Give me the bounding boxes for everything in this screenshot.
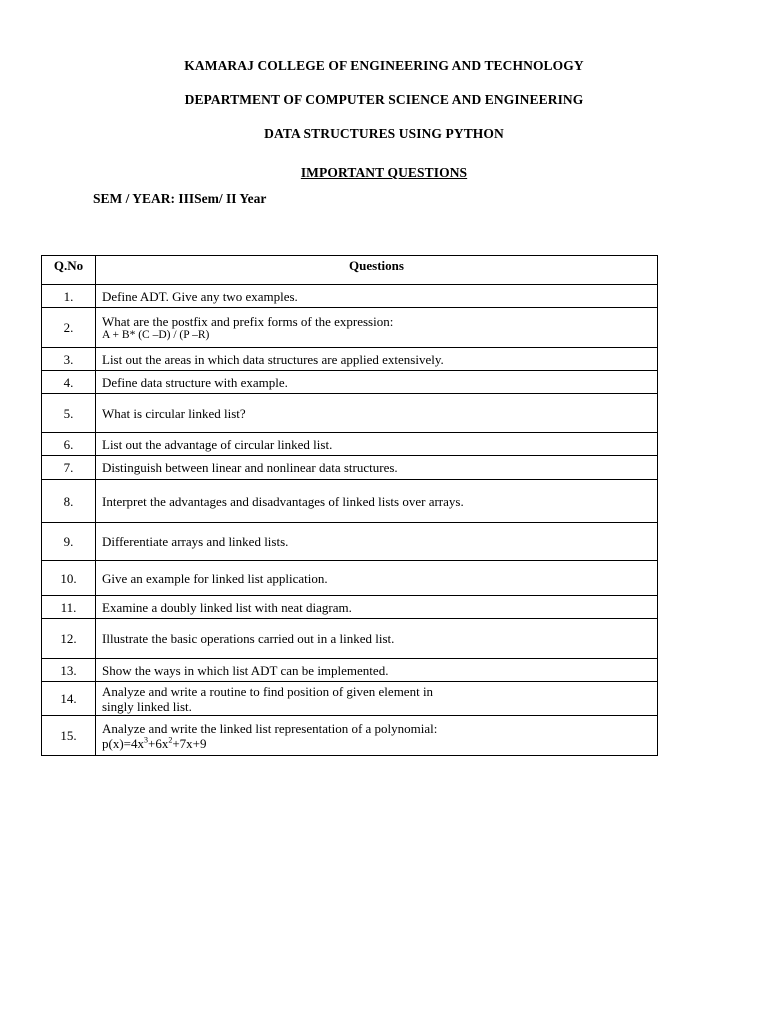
question-number: 5. [42, 394, 96, 433]
question-text: List out the areas in which data structures are applied extensively. [96, 348, 658, 371]
table-header-row [42, 256, 658, 285]
table-row [42, 456, 658, 480]
question-text: What are the postfix and prefix forms of the expression: [102, 313, 394, 329]
section-title: IMPORTANT QUESTIONS [300, 165, 468, 180]
question-number: 6. [42, 433, 96, 456]
question-cell [96, 308, 658, 348]
question-cell [96, 682, 658, 716]
table-row [42, 523, 658, 561]
question-number: 7. [42, 456, 96, 480]
question-number: 4. [42, 371, 96, 394]
table-row [42, 480, 658, 523]
question-text: Show the ways in which list ADT can be implemented. [96, 659, 658, 682]
question-number: 8. [42, 480, 96, 523]
table-row [42, 394, 658, 433]
subject-title: DATA STRUCTURES USING PYTHON [264, 126, 504, 141]
poly-exponent: 3 [144, 735, 148, 745]
questions-table [41, 255, 658, 756]
expression-text: A + B* (C –D) / (P –R) [102, 328, 210, 341]
question-text: What is circular linked list? [96, 394, 658, 433]
table-row [42, 659, 658, 682]
table-row [42, 619, 658, 659]
question-number: 3. [42, 348, 96, 371]
table-row [42, 308, 658, 348]
question-number: 2. [42, 308, 96, 348]
question-number: 1. [42, 285, 96, 308]
question-text-continued: singly linked list. [102, 698, 192, 714]
table-row [42, 348, 658, 371]
question-cell [96, 716, 658, 756]
question-number: 9. [42, 523, 96, 561]
question-number: 14. [42, 682, 96, 716]
polynomial-expression [102, 736, 651, 751]
question-text: Analyze and write the linked list representation of a polynomial: [102, 720, 438, 736]
table-row [42, 433, 658, 456]
question-number: 13. [42, 659, 96, 682]
table-row [42, 596, 658, 619]
question-text: Interpret the advantages and disadvantages of linked lists over arrays. [96, 480, 658, 523]
college-name: KAMARAJ COLLEGE OF ENGINEERING AND TECHNOLOGY [184, 58, 584, 73]
question-number: 12. [42, 619, 96, 659]
table-row [42, 371, 658, 394]
sem-year-line: SEM / YEAR: IIISem/ II Year [93, 191, 267, 206]
table-row [42, 682, 658, 716]
poly-term: +7x+9 [172, 735, 207, 751]
question-number: 11. [42, 596, 96, 619]
poly-term: +6x [148, 735, 169, 751]
table-row [42, 716, 658, 756]
question-text: Illustrate the basic operations carried out in a linked list. [96, 619, 658, 659]
question-number: 10. [42, 561, 96, 596]
question-text: Define data structure with example. [96, 371, 658, 394]
question-text: Distinguish between linear and nonlinear data structures. [96, 456, 658, 480]
poly-term: p(x)=4x [102, 735, 144, 751]
question-text: Analyze and write a routine to find position of given element in [102, 683, 434, 699]
question-text: Examine a doubly linked list with neat diagram. [96, 596, 658, 619]
question-text: List out the advantage of circular linked list. [96, 433, 658, 456]
poly-exponent: 2 [168, 735, 173, 745]
question-text: Differentiate arrays and linked lists. [96, 523, 658, 561]
questions-header: Questions [96, 256, 658, 285]
table-row [42, 561, 658, 596]
question-text: Give an example for linked list application. [96, 561, 658, 596]
question-number: 15. [42, 716, 96, 756]
table-row [42, 285, 658, 308]
department-name: DEPARTMENT OF COMPUTER SCIENCE AND ENGINEERING [184, 92, 584, 107]
qno-header: Q.No [42, 256, 96, 285]
question-text: Define ADT. Give any two examples. [96, 285, 658, 308]
